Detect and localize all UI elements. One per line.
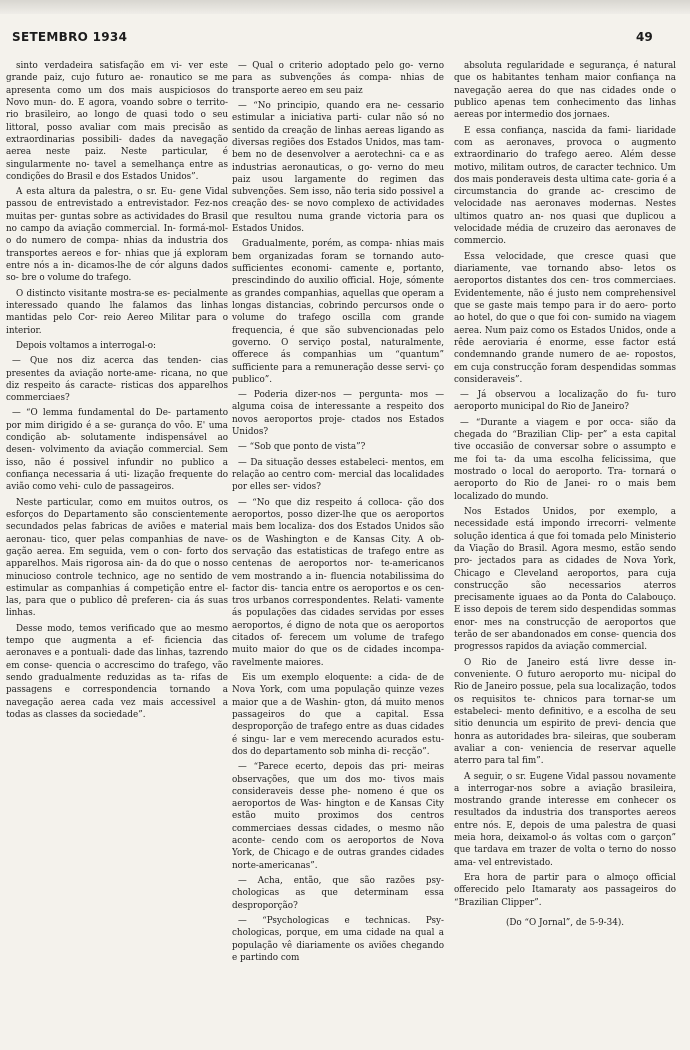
paragraph: — “No principio, quando era ne- cessario estimular a iniciativa parti- cular não só no sentido da creação de linhas aereas ligando as diversas regiões dos Estados Unidos, mas tam- bem no de desenvolver a aerotechni- ca e as industrias aeronauticas, o go- verno do meu paiz usou largamente do regimen das subvenções. Sem isso, não teria sido possivel a creação des- se novo complexo de actividades que resultou numa grande victoria para os Estados Unidos. xyxy=(232,100,444,235)
paragraph: sinto verdadeira satisfação em vi- ver este grande paiz, cujo futuro ae- ronautico se me apresenta como um dos mais auspiciosos do Novo mun- do. E agora, voando sobre o territo- rio brasileiro, ao longo de quasi todo o seu littoral, posso avaliar com mais precisão as extraordinarias possibili- dades da navegação aerea neste paiz. Neste particular, é singularmente no- tavel a semelhança entre as condições do Brasil e dos Estados Unidos”. xyxy=(6,61,228,182)
paragraph: O distincto visitante mostra-se es- pecialmente interessado quando lhe falamos das linhas mantidas pelo Cor- reio Aereo Militar para o interior. xyxy=(6,288,228,336)
paragraph: Neste particular, como em muitos outros, os esforços do Departamento são conscientemente secundados pelas fabricas de aviões e material aeronau- tico, quer pelas companhias de nave- gação aerea. Em seguida, vem o con- forto dos apparelhos. Mais rigorosa ain- da do que o nosso minucioso controle technico, age no sentido de estimular as companhias á competição entre el- las, para que o publico dê preferen- cia ás suas linhas. xyxy=(6,497,228,619)
paragraph: — Acha, então, que são razões psy- chologicas as que determinam essa desproporção? xyxy=(232,876,444,911)
paragraph: Era hora de partir para o almoço official offerecido pelo Itamaraty aos passageiros do “Brazilian Clipper”. xyxy=(454,873,676,908)
paragraph: — “Sob que ponto de vista”? xyxy=(238,442,366,453)
paragraph: — “No que diz respeito á colloca- ção dos aeroportos, posso dizer-lhe que os aeroportos mais bem localiza- dos dos Estados Unidos são os de Washington e de Kansas City. A ob- servação das estatisticas de trafego entre as centenas de aeroportos nor- te-americanos vem mostrando a in- fluencia notabilissima do factor dis- tancia entre os aeroportos e os cen- tros urbanos correspondentes. Relati- vamente ás populações das cidades servidas por esses aeroportos, é digno de nota que os aeroportos citados of- ferecem um volume de trafego muito maior do que os de cidades incompa- ravelmente maiores. xyxy=(232,497,444,668)
scan-edge xyxy=(0,0,690,14)
page-number: 49 xyxy=(636,30,653,44)
source-citation: (Do “O Jornal”, de 5-9-34). xyxy=(505,917,625,928)
paragraph: Nos Estados Unidos, por exemplo, a necessidade está impondo irrecorri- velmente solução identica á que foi tomada pelo Ministerio da Viação do Brasil. Agora mesmo, estão sendo pro- jectados para as cidades de Nova York, Chicago e Cleveland aeroportos, para cuja construcção são necessarios aterros precisamente iguaes ao da Ponta do Calabouço. E isso depois de terem sido despendidas sommas enor- mes na construcção de aeroportos que terão de ser abandonados em conse- quencia dos progressos rapidos da aviação commercial. xyxy=(454,506,676,653)
paragraph: E essa confiança, nascida da fami- liaridade com as aeronaves, provoca o augmento extraordinario do trafego aereo. Além desse motivo, militam outros, de caracter technico. Um dos mais ponderaveis desta ultima cate- goria é a circumstancia do grande ac- crescimo de velocidade nas aeronaves modernas. Nestes ultimos quatro an- nos quasi que duplicou a velocidade média de cruzeiro das aeronaves de commercio. xyxy=(454,125,676,247)
paragraph: — “O lemma fundamental do De- partamento por mim dirigido é a se- gurança do vôo. E' uma condição ab- solutamente indispensável ao desen- volvimento da aviação commercial. Sem isso, não é possivel infundir no publico a confiança necessaria á uti- lização frequente do avião como vehi- culo de passageiros. xyxy=(6,408,228,493)
paragraph: — “Psychologicas e technicas. Psy- chologicas, porque, em uma cidade na qual a população vê diariamente os aviões chegando e partindo com xyxy=(232,915,444,963)
column-1 xyxy=(6,60,228,1040)
paragraph: Eis um exemplo eloquente: a cida- de de Nova York, com uma população quinze vezes maior que a de Washin- gton, dá muito menos passageiros do que a capital. Essa desproporção de trafego entre as duas cidades é singu- lar e vem merecendo acurados estu- dos do departamento sob minha di- recção”. xyxy=(232,673,444,757)
column-2 xyxy=(232,60,444,1040)
paragraph: — Da situação desses estabeleci- mentos, em relação ao centro com- mercial das localidades por elles ser- vidos? xyxy=(232,457,444,493)
paragraph: — “Parece ecerto, depois das pri- meiras observações, que um dos mo- tivos mais consideraveis desse phe- nomeno é que os aeroportos de Was- hington e de Kansas City estão muito proximos dos centros commerciaes dessas cidades, o mesmo não aconte- cendo com os aeroportos de Nova York, de Chicago e de outras grandes cidades norte-americanas”. xyxy=(232,762,444,871)
page-header xyxy=(0,30,690,50)
paragraph: Desse modo, temos verificado que ao mesmo tempo que augmenta a ef- ficiencia das aeronaves e a pontuali- dade das linhas, tazrendo em conse- quencia o accrescimo do trafego, vão sendo gradualmente reduzidas as ta- rifas de passagens e correspondencia tornando a navegação aerea cada vez mais accessivel a todas as classes da sociedade”. xyxy=(6,623,228,720)
paragraph: — Poderia dizer-nos — pergunta- mos — alguma coisa de interessante a respeito dos novos aeroportos proje- ctados nos Estados Unidos? xyxy=(232,390,444,438)
paragraph: Gradualmente, porém, as compa- nhias mais bem organizadas foram se tornando auto-sufficientes economi- camente e, portanto, prescindindo do auxilio official. Hoje, sómente as grandes companhias, aquellas que operam a longas distancias, cobrindo percursos onde o volume do trafego oscilla com grande frequencia, é que são subvencionadas pelo governo. O serviço postal, naturalmente, offerece ás companhias um “quantum” sufficiente para a remuneração desse servi- ço publico”. xyxy=(232,239,444,385)
paragraph: Depois voltamos a interrogal-o: xyxy=(16,340,157,351)
paragraph: — Já observou a localização do fu- turo aeroporto municipal do Rio de Janeiro? xyxy=(454,390,676,413)
paragraph: Essa velocidade, que cresce quasi que diariamente, vae tornando abso- letos os aeroportos distantes dos cen- tros commerciaes. Evidentemente, não é justo nem comprehensivel que se gaste mais tempo para ir do aero- porto ao hotel, do que o que foi con- sumido na viagem aerea. Num paiz como os Estados Unidos, onde a rêde aeroviaria é enorme, esse factor está condemnando grande numero de ae- ropostos, em cuja construcção foram despendidas sommas consideraveis”. xyxy=(454,251,676,385)
paragraph: — “Durante a viagem e por occa- sião da chegada do “Brazilian Clip- per” a esta capital tive occasião de conversar sobre o assumpto e me foi ta- da uma escolha felicissima, que mostrado o local do aeroporto. Tra- tornará o aeroporto do Rio de Janei- ro o mais bem localizado do mundo. xyxy=(454,417,676,502)
header-date: SETEMBRO 1934 xyxy=(12,30,128,44)
paragraph: — Qual o criterio adoptado pelo go- verno para as subvenções ás compa- nhias de transporte aereo em seu paiz xyxy=(232,61,444,96)
paragraph: absoluta regularidade e segurança, é natural que os habitantes tenham maior confiança na navegação aerea do que nas cidades onde o publico apenas tem conhecimento das linhas aereas por intermedio dos jornaes. xyxy=(454,61,676,121)
paragraph: O Rio de Janeiro está livre desse in- conveniente. O futuro aeroporto mu- nicipal do Rio de Janeiro possue, pela sua localização, todos os requisitos te- chnicos para tornar-se um estabeleci- mento definitivo, e a escolha de seu sitio denuncia um espirito de previ- dencia que honra as autoridades bra- sileiras, que souberam avaliar a con- veniencia de reservar aquelle aterro para tal fim”. xyxy=(454,657,676,767)
paragraph: A seguir, o sr. Eugene Vidal passou novamente a interrogar-nos sobre a aviação brasileira, mostrando grande interesse em conhecer os resultados da industria dos transportes aereos entre nós. E, depois de uma palestra de quasi meia hora, deixamol-o ás voltas com o garçon” que tardava em trazer de volta o terno do nosso ama- vel entrevistado. xyxy=(454,771,676,868)
column-3 xyxy=(454,60,676,1040)
paragraph: — Que nos diz acerca das tenden- cias presentes da aviação norte-ame- ricana, no que diz respeito ás caracte- risticas dos apparelhos commerciaes? xyxy=(6,356,228,404)
paragraph: A esta altura da palestra, o sr. Eu- gene Vidal passou de entrevistado a entrevistador. Fez-nos muitas per- guntas sobre as actividades do Brasil no campo da aviação commercial. In- formá-mol-o do numero de compa- nhias da industria dos transportes aereos e for- nhias que já exploram entre nós a in- dicamos-lhe de cór alguns dados so- bre o volume do trafego. xyxy=(6,187,228,284)
